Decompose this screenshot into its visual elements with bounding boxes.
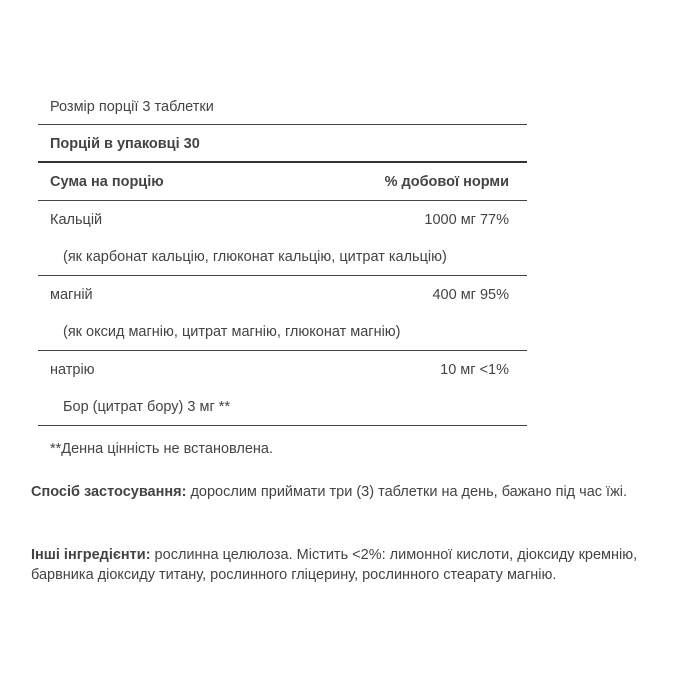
nutrient-row-calcium xyxy=(38,201,527,238)
nutrient-source-row-calcium xyxy=(38,238,527,276)
amount-per-serving-header: Сума на порцію xyxy=(50,174,164,190)
nutrient-source-row-magnesium xyxy=(38,313,527,351)
supplement-facts-table xyxy=(38,88,527,426)
nutrient-name: магній xyxy=(50,286,93,303)
nutrient-value: 1000 мг 77% xyxy=(424,211,509,228)
servings-per-container-row xyxy=(38,125,527,163)
daily-value-header: % добової норми xyxy=(384,174,509,190)
footnote: **Денна цінність не встановлена. xyxy=(50,441,274,457)
nutrient-source: (як карбонат кальцію, глюконат кальцію, цитрат кальцію) xyxy=(63,249,447,265)
nutrient-value: 400 мг 95% xyxy=(432,286,509,303)
nutrient-source-row-boron xyxy=(38,388,527,426)
nutrient-source: (як оксид магнію, цитрат магнію, глюконат магнію) xyxy=(63,324,401,340)
nutrient-name: Кальцій xyxy=(50,211,103,228)
serving-size: Розмір порції 3 таблетки xyxy=(50,98,214,115)
nutrient-row-magnesium xyxy=(38,276,527,313)
usage-label: Спосіб застосування: xyxy=(31,484,187,500)
nutrient-value: 10 мг <1% xyxy=(440,361,509,378)
nutrient-source: Бор (цитрат бору) 3 мг ** xyxy=(63,399,231,415)
serving-size-row xyxy=(38,88,527,125)
other-ingredients-paragraph xyxy=(31,545,671,585)
nutrient-name: натрію xyxy=(50,361,95,378)
servings-per-container: Порцій в упаковці 30 xyxy=(50,136,200,152)
usage-paragraph xyxy=(31,482,671,502)
other-ingredients-text: рослинна целюлоза. Містить <2%: лимонної кислоти, діоксиду кремнію, барвника діоксиду титану, рослинного гліцерину, рослинного стеарату магнію. xyxy=(31,547,638,583)
usage-text: дорослим приймати три (3) таблетки на день, бажано під час їжі. xyxy=(186,484,628,500)
other-ingredients-label: Інші інгредієнти: xyxy=(31,547,151,563)
nutrient-row-sodium xyxy=(38,351,527,388)
table-header-row xyxy=(38,163,527,201)
